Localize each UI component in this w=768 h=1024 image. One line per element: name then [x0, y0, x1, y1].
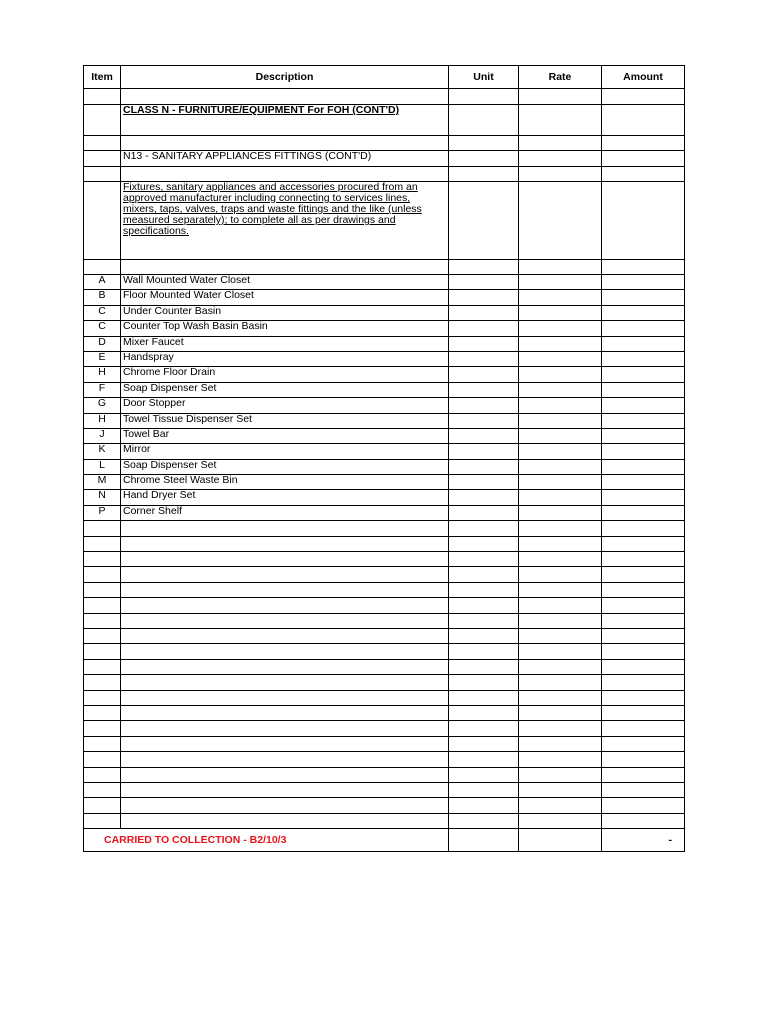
table-row — [84, 367, 685, 382]
item-code: P — [84, 505, 121, 520]
table-row — [84, 444, 685, 459]
item-unit — [449, 490, 519, 505]
item-code: G — [84, 398, 121, 413]
footer-amount: - — [602, 829, 685, 852]
table-row — [84, 382, 685, 397]
item-unit — [449, 367, 519, 382]
table-row — [84, 475, 685, 490]
item-amount — [602, 351, 685, 366]
item-amount — [602, 336, 685, 351]
blank-row — [84, 798, 685, 813]
table-row — [84, 351, 685, 366]
item-rate — [519, 321, 602, 336]
header-amount: Amount — [602, 66, 685, 89]
table-row — [84, 321, 685, 336]
item-amount — [602, 367, 685, 382]
item-description: Handspray — [121, 351, 449, 366]
blank-row — [84, 89, 685, 105]
item-rate — [519, 336, 602, 351]
blank-row — [84, 767, 685, 782]
blank-row — [84, 675, 685, 690]
blank-row — [84, 567, 685, 582]
blank-row — [84, 582, 685, 597]
table-row — [84, 459, 685, 474]
item-rate — [519, 490, 602, 505]
item-description: Chrome Floor Drain — [121, 367, 449, 382]
item-amount — [602, 459, 685, 474]
item-code: E — [84, 351, 121, 366]
carried-to-collection-label: CARRIED TO COLLECTION - B2/10/3 — [104, 833, 287, 846]
item-description: Wall Mounted Water Closet — [121, 275, 449, 290]
section-title-row — [84, 151, 685, 167]
blank-row — [84, 598, 685, 613]
item-rate — [519, 351, 602, 366]
item-amount — [602, 428, 685, 443]
blank-row — [84, 736, 685, 751]
item-unit — [449, 398, 519, 413]
item-code: J — [84, 428, 121, 443]
blank-row — [84, 644, 685, 659]
item-code: K — [84, 444, 121, 459]
table-row — [84, 428, 685, 443]
item-amount — [602, 505, 685, 520]
item-code: M — [84, 475, 121, 490]
item-description: Towel Tissue Dispenser Set — [121, 413, 449, 428]
item-unit — [449, 290, 519, 305]
footer-row — [84, 829, 685, 852]
table-row — [84, 290, 685, 305]
item-code: L — [84, 459, 121, 474]
item-rate — [519, 459, 602, 474]
table-row — [84, 305, 685, 320]
item-unit — [449, 336, 519, 351]
item-code: F — [84, 382, 121, 397]
blank-row — [84, 628, 685, 643]
item-description: Mirror — [121, 444, 449, 459]
class-title-row — [84, 105, 685, 136]
item-description: Soap Dispenser Set — [121, 459, 449, 474]
item-unit — [449, 305, 519, 320]
blank-row — [84, 613, 685, 628]
item-code: C — [84, 305, 121, 320]
item-unit — [449, 444, 519, 459]
blank-row — [84, 721, 685, 736]
class-title: CLASS N - FURNITURE/EQUIPMENT For FOH (CONT'D) — [121, 105, 449, 136]
item-unit — [449, 275, 519, 290]
table-row — [84, 505, 685, 520]
item-code: H — [84, 367, 121, 382]
item-description: Under Counter Basin — [121, 305, 449, 320]
item-code: B — [84, 290, 121, 305]
item-rate — [519, 505, 602, 520]
item-code: H — [84, 413, 121, 428]
item-rate — [519, 305, 602, 320]
item-description: Floor Mounted Water Closet — [121, 290, 449, 305]
item-unit — [449, 459, 519, 474]
item-unit — [449, 413, 519, 428]
blank-row — [84, 659, 685, 674]
blank-row — [84, 690, 685, 705]
section-title: N13 - SANITARY APPLIANCES FITTINGS (CONT'D) — [121, 151, 449, 167]
item-amount — [602, 475, 685, 490]
blank-row — [84, 167, 685, 182]
item-description: Chrome Steel Waste Bin — [121, 475, 449, 490]
item-amount — [602, 275, 685, 290]
item-description: Counter Top Wash Basin Basin — [121, 321, 449, 336]
item-amount — [602, 398, 685, 413]
header-item: Item — [84, 66, 121, 89]
item-rate — [519, 367, 602, 382]
item-unit — [449, 382, 519, 397]
table-row — [84, 275, 685, 290]
item-code: N — [84, 490, 121, 505]
table-row — [84, 413, 685, 428]
item-description: Towel Bar — [121, 428, 449, 443]
item-amount — [602, 290, 685, 305]
item-unit — [449, 428, 519, 443]
blank-row — [84, 752, 685, 767]
item-description: Corner Shelf — [121, 505, 449, 520]
item-amount — [602, 413, 685, 428]
blank-row — [84, 813, 685, 828]
item-rate — [519, 290, 602, 305]
table-row — [84, 336, 685, 351]
boq-table — [83, 65, 685, 852]
header-rate: Rate — [519, 66, 602, 89]
item-description: Soap Dispenser Set — [121, 382, 449, 397]
item-unit — [449, 351, 519, 366]
blank-row — [84, 552, 685, 567]
item-description: Hand Dryer Set — [121, 490, 449, 505]
item-rate — [519, 444, 602, 459]
blank-row — [84, 536, 685, 551]
item-code: D — [84, 336, 121, 351]
section-description-row — [84, 182, 685, 260]
item-rate — [519, 413, 602, 428]
item-amount — [602, 321, 685, 336]
item-unit — [449, 505, 519, 520]
item-unit — [449, 475, 519, 490]
blank-row — [84, 260, 685, 275]
section-description: Fixtures, sanitary appliances and accessories procured from an approved manufacturer including connecting to services lines, mixers, taps, valves, traps and waste fittings and the like (unless measured separately); to complete all as per drawings and specifications. — [121, 182, 449, 260]
table-row — [84, 490, 685, 505]
item-amount — [602, 382, 685, 397]
header-unit: Unit — [449, 66, 519, 89]
blank-row — [84, 705, 685, 720]
item-code: A — [84, 275, 121, 290]
table-row — [84, 398, 685, 413]
blank-row — [84, 521, 685, 536]
item-rate — [519, 428, 602, 443]
item-description: Door Stopper — [121, 398, 449, 413]
item-rate — [519, 398, 602, 413]
header-description: Description — [121, 66, 449, 89]
header-row — [84, 66, 685, 89]
blank-row — [84, 136, 685, 151]
item-description: Mixer Faucet — [121, 336, 449, 351]
blank-row — [84, 782, 685, 797]
item-rate — [519, 382, 602, 397]
item-amount — [602, 305, 685, 320]
item-code: C — [84, 321, 121, 336]
item-amount — [602, 444, 685, 459]
item-amount — [602, 490, 685, 505]
item-unit — [449, 321, 519, 336]
item-rate — [519, 275, 602, 290]
item-rate — [519, 475, 602, 490]
